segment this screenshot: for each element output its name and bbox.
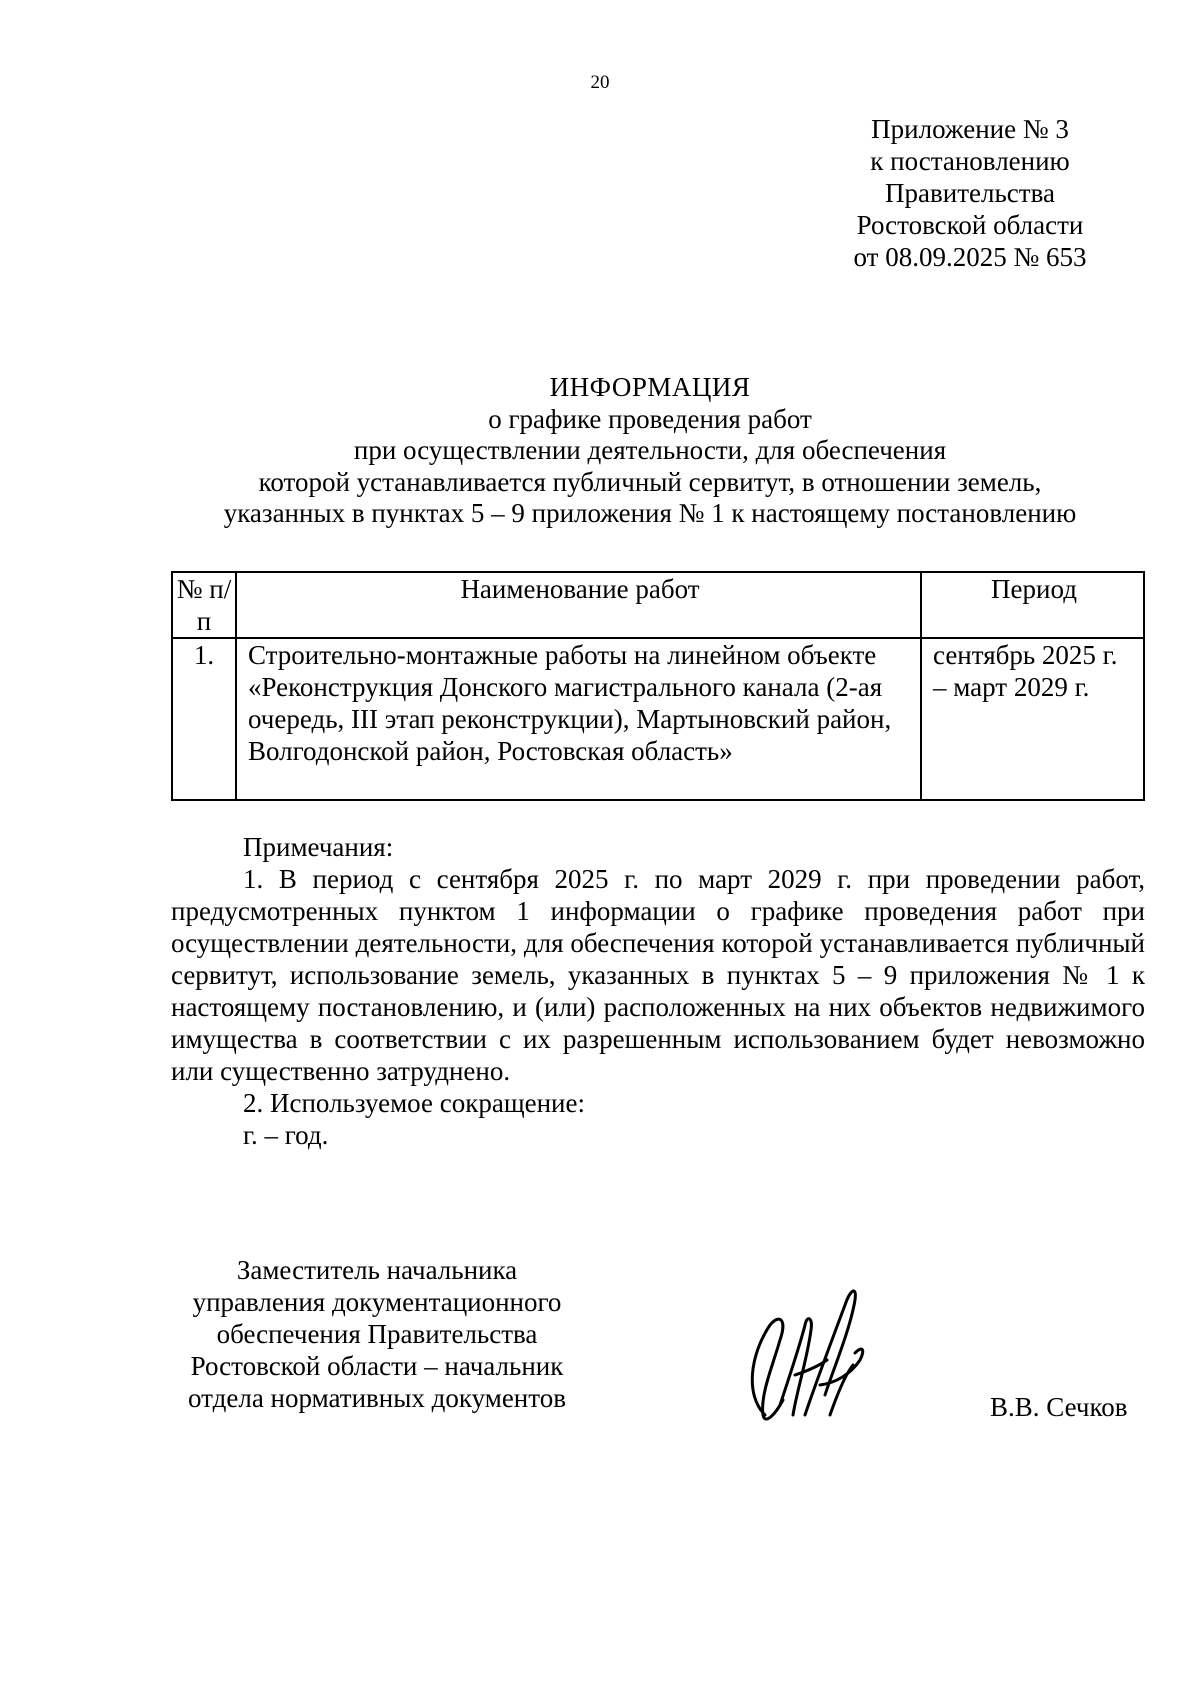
page-number: 20 [590, 72, 610, 93]
appendix-line: к постановлению [870, 146, 1070, 176]
signatory-title-line: Ростовской области – начальник [190, 1351, 564, 1381]
appendix-line: Ростовской области [856, 210, 1084, 240]
heading-line: о графике проведения работ [488, 403, 812, 434]
appendix-line: от 08.09.2025 № 653 [853, 242, 1087, 272]
heading-line: которой устанавливается публичный сервитут, в отношении земель, [258, 466, 1042, 497]
row-number: 1. [172, 638, 236, 800]
signatory-title-line: отдела нормативных документов [188, 1383, 566, 1413]
signatory-name: В.В. Сечков [990, 1392, 1128, 1422]
header-number: № п/п [172, 572, 236, 638]
table-header-row [172, 572, 1144, 638]
header-work-name: Наименование работ [236, 572, 921, 638]
document-title: ИНФОРМАЦИЯ [549, 372, 751, 402]
appendix-line: Приложение № 3 [871, 114, 1069, 144]
note-item: 1. В период с сентября 2025 г. по март 2029 г. при проведении работ, предусмотренных пунктом 1 информации о графике проведения работ при осуществлении деятельности, для обеспечения которой устанавливается публичный сервитут, использование земель, указанных в пунктах 5 – 9 приложения № 1 к настоящему постановлению, и (или) расположенных на них объектов недвижимого имущества в соответствии с их разрешенным использованием будет невозможно или существенно затруднено. [171, 864, 1145, 1086]
signatory-title-line: управления документационного [192, 1287, 562, 1317]
note-item: г. – год. [243, 1120, 329, 1150]
notes-title: Примечания: [243, 832, 394, 862]
signatory-title-line: Заместитель начальника [236, 1255, 518, 1285]
heading-line: при осуществлении деятельности, для обеспечения [353, 435, 947, 465]
heading-line: указанных в пунктах 5 – 9 приложения № 1 к настоящему постановлению [223, 498, 1077, 528]
work-schedule-table [171, 571, 1145, 801]
notes-section [171, 831, 1145, 1151]
signatory-title [171, 1254, 583, 1414]
handwritten-signature [735, 1265, 885, 1435]
row-period: сентябрь 2025 г. – март 2029 г. [921, 638, 1144, 800]
signatory-title-line: обеспечения Правительства [216, 1319, 538, 1349]
appendix-header [820, 113, 1120, 273]
header-period: Период [921, 572, 1144, 638]
note-item: 2. Используемое сокращение: [243, 1088, 585, 1118]
appendix-line: Правительства [885, 178, 1055, 208]
document-heading [100, 372, 1200, 530]
row-work-name: Строительно-монтажные работы на линейном объекте «Реконструкция Донского магистрального канала (2-ая очередь, III этап реконструкции), Мартыновский район, Волгодонской район, Ростовская область» [236, 638, 921, 800]
table-row [172, 638, 1144, 800]
